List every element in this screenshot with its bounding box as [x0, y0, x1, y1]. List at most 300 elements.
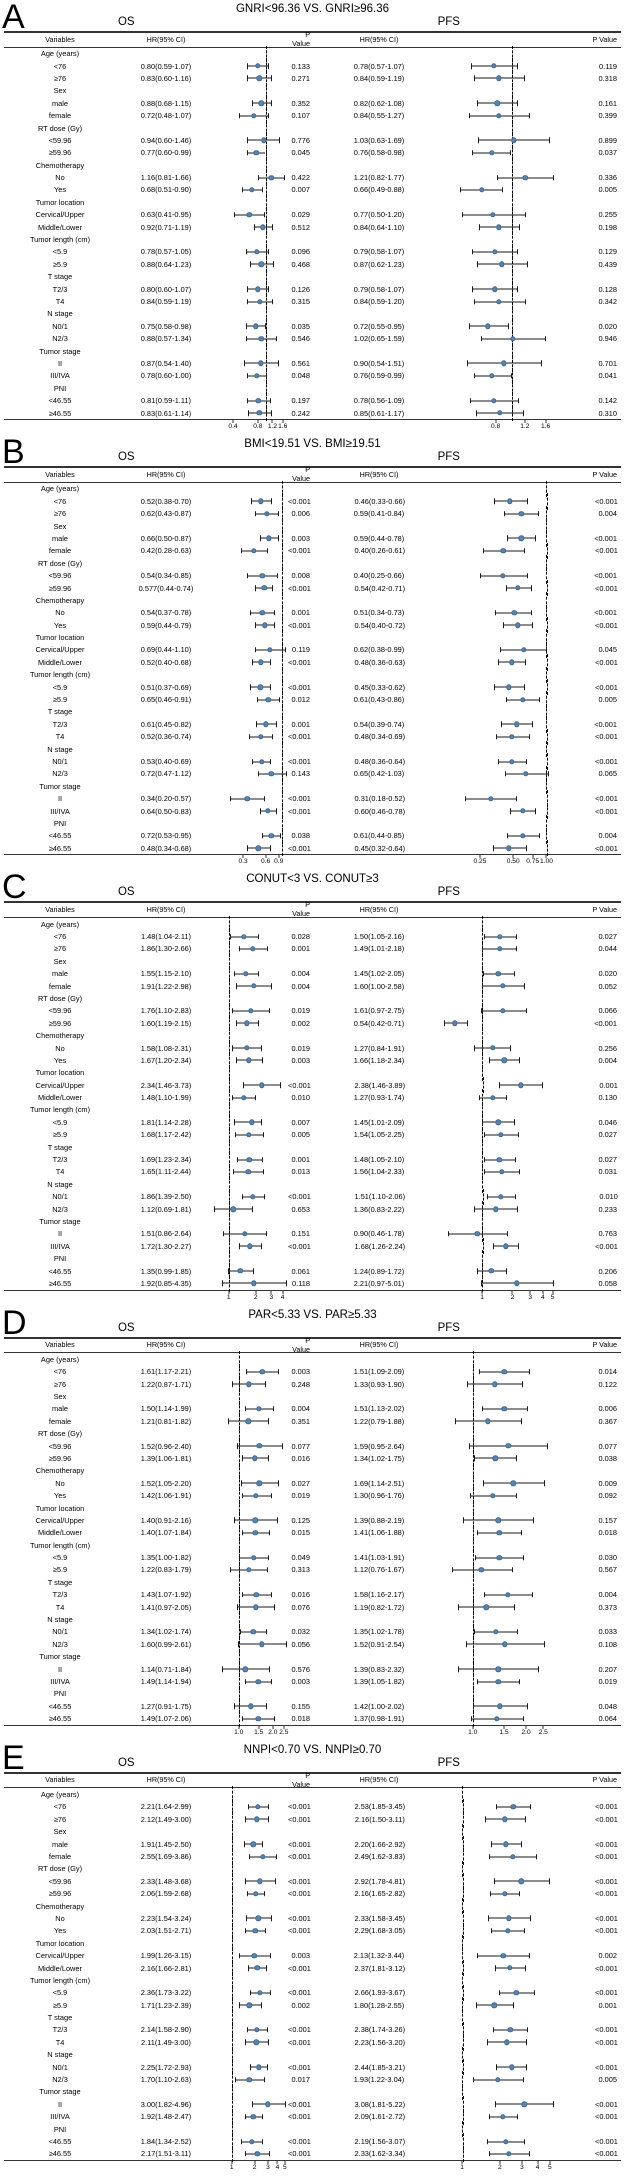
- ci-lower-cap: [474, 1206, 475, 1212]
- hazard-ratio-point: [257, 299, 262, 304]
- ci-lower-cap: [465, 796, 466, 802]
- hazard-ratio-point: [501, 361, 506, 366]
- empty-cell: [216, 1029, 288, 1041]
- ci-lower-cap: [474, 1629, 475, 1635]
- hr-ci-text-pfs: 0.40(0.26-0.61): [323, 546, 437, 555]
- ci-upper-cap: [268, 63, 269, 69]
- variable-level-label: T2/3: [4, 285, 116, 294]
- ci-lower-cap: [245, 1928, 246, 1934]
- ci-upper-cap: [262, 1157, 263, 1163]
- ci-upper-cap: [514, 1120, 515, 1126]
- hr-ci-text-os: 1.51(0.86-2.64): [116, 1229, 216, 1238]
- hr-ci-text-pfs: 0.54(0.39-0.74): [322, 720, 436, 729]
- forest-cell-os: [216, 1626, 288, 1638]
- hr-ci-text-pfs: 0.90(0.46-1.78): [322, 1229, 436, 1238]
- variable-group-label: Tumor location: [4, 1068, 116, 1077]
- p-value-os: <0.001: [288, 1815, 313, 1824]
- variable-level-label: <46.55: [4, 396, 116, 405]
- hazard-ratio-point: [519, 1879, 524, 1884]
- forest-cell-os: [216, 1452, 288, 1464]
- empty-cell: [436, 2049, 556, 2061]
- forest-cell-pfs: [436, 532, 556, 544]
- table-row: [4, 332, 621, 344]
- ci-lower-cap: [504, 511, 505, 517]
- axis-tick-label: 2.5: [279, 1729, 288, 1736]
- forest-row-plot: [437, 2135, 557, 2147]
- ci-upper-cap: [258, 934, 259, 940]
- forest-cell-os: [216, 532, 288, 544]
- forest-cell-os: [216, 681, 288, 693]
- forest-cell-os: [216, 1888, 288, 1900]
- variable-group-row: [4, 1104, 621, 1116]
- p-value-os: <0.001: [288, 1242, 313, 1251]
- forest-row-plot: [436, 1228, 556, 1240]
- empty-cell: [216, 308, 288, 320]
- column-header-p-pfs: P Value: [556, 35, 621, 44]
- table-body: [0, 1353, 625, 1725]
- column-header-p-os: P Value: [288, 900, 312, 918]
- forest-cell-os: [216, 842, 288, 854]
- axis-tick-label: 2: [253, 2164, 257, 2171]
- axis-spacer: [312, 855, 436, 866]
- p-value-pfs: <0.001: [557, 1815, 622, 1824]
- variable-level-label: N0/1: [4, 1627, 116, 1636]
- panel-letter: A: [2, 0, 25, 34]
- forest-cell-os: [216, 209, 288, 221]
- column-header-hr-os: HR(95% CI): [116, 470, 216, 479]
- ci-lower-cap: [471, 1716, 472, 1722]
- hazard-ratio-point: [254, 2027, 259, 2032]
- ci-lower-cap: [510, 808, 511, 814]
- ci-upper-cap: [266, 373, 267, 379]
- forest-row-plot: [436, 295, 556, 307]
- table-body: [0, 483, 625, 855]
- p-value-os: <0.001: [288, 2038, 313, 2047]
- p-value-os: 0.143: [288, 769, 312, 778]
- variable-level-label: N0/1: [4, 757, 116, 766]
- hr-ci-text-pfs: 2.44(1.85-3.21): [323, 2063, 437, 2072]
- hr-ci-text-pfs: 2.21(0.97-5.01): [322, 1279, 436, 1288]
- ci-upper-cap: [530, 1804, 531, 1810]
- ci-upper-cap: [272, 299, 273, 305]
- ci-lower-cap: [483, 971, 484, 977]
- ci-lower-cap: [248, 410, 249, 416]
- hazard-ratio-point: [518, 511, 523, 516]
- forest-row-plot: [436, 569, 556, 581]
- forest-row-plot: [436, 370, 556, 382]
- ci-lower-cap: [246, 336, 247, 342]
- variable-group-row: [4, 1937, 621, 1949]
- hr-ci-text-os: 0.61(0.45-0.82): [116, 720, 216, 729]
- variable-group-row: [4, 345, 621, 357]
- forest-cell-os: [216, 619, 288, 631]
- table-row: [4, 943, 621, 955]
- ci-upper-cap: [262, 2114, 263, 2120]
- hr-ci-text-os: 1.42(1.06-1.91): [116, 1491, 216, 1500]
- hr-ci-text-os: 1.76(1.10-2.83): [116, 1006, 216, 1015]
- hr-ci-text-pfs: 1.69(1.14-2.51): [322, 1479, 436, 1488]
- forest-cell-os: [216, 582, 288, 594]
- hazard-ratio-point: [522, 2102, 527, 2107]
- ci-lower-cap: [247, 573, 248, 579]
- empty-cell: [436, 2086, 556, 2098]
- hazard-ratio-point: [253, 1891, 258, 1896]
- p-value-pfs: 0.044: [556, 944, 621, 953]
- hr-ci-text-pfs: 0.72(0.55-0.95): [322, 322, 436, 331]
- forest-row-plot: [216, 1813, 288, 1825]
- hazard-ratio-point: [497, 1704, 502, 1709]
- ci-upper-cap: [264, 796, 265, 802]
- forest-row-plot: [216, 1440, 288, 1452]
- forest-cell-pfs: [436, 1091, 556, 1103]
- forest-cell-pfs: [436, 1042, 556, 1054]
- forest-row-plot: [216, 1116, 288, 1128]
- ci-lower-cap: [250, 2064, 251, 2070]
- ci-lower-cap: [230, 1567, 231, 1573]
- variable-level-label: II: [4, 2100, 116, 2109]
- table-row: [4, 1514, 621, 1526]
- panel-title: PAR<5.33 VS. PAR≥5.33: [0, 1306, 625, 1321]
- hr-ci-text-pfs: 2.23(1.56-3.20): [323, 2038, 437, 2047]
- forest-row-plot: [436, 171, 556, 183]
- p-value-pfs: 0.037: [556, 148, 621, 157]
- ci-lower-cap: [489, 1058, 490, 1064]
- hazard-ratio-point: [489, 373, 494, 378]
- variable-group-row: [4, 1178, 621, 1190]
- table-row: [4, 792, 621, 804]
- p-value-os: 0.576: [288, 1665, 312, 1674]
- empty-cell: [216, 271, 288, 283]
- forest-row-plot: [216, 246, 288, 258]
- endpoint-label-pfs: PFS: [313, 16, 625, 31]
- hazard-ratio-point: [251, 1555, 256, 1560]
- forest-cell-os: [216, 1551, 288, 1563]
- empty-cell: [436, 122, 556, 134]
- empty-cell: [216, 1465, 288, 1477]
- p-value-pfs: 0.256: [556, 1044, 621, 1053]
- ci-upper-cap: [284, 175, 285, 181]
- forest-row-plot: [436, 968, 556, 980]
- hazard-ratio-point: [255, 286, 260, 291]
- table-row: [4, 1850, 621, 1862]
- variable-group-row: [4, 1390, 621, 1402]
- hr-ci-text-os: 1.91(1.45-2.50): [116, 1840, 216, 1849]
- confidence-interval-line: [234, 1122, 261, 1123]
- p-value-pfs: 0.004: [556, 509, 621, 518]
- hr-ci-text-os: 1.61(1.17-2.21): [116, 1367, 216, 1376]
- hr-ci-text-pfs: 1.56(1.04-2.33): [322, 1167, 436, 1176]
- hazard-ratio-point: [497, 1555, 502, 1560]
- ci-lower-cap: [475, 1555, 476, 1561]
- ci-lower-cap: [247, 373, 248, 379]
- p-value-os: <0.001: [288, 2137, 313, 2146]
- ci-upper-cap: [285, 2102, 286, 2108]
- ci-upper-cap: [538, 511, 539, 517]
- table-row: [4, 656, 621, 668]
- axis-tick-label: 4: [281, 1294, 285, 1301]
- ci-upper-cap: [518, 398, 519, 404]
- table-header-row: [4, 33, 621, 45]
- hr-ci-text-os: 2.36(1.73-3.22): [116, 1988, 216, 1997]
- empty-cell: [216, 706, 288, 718]
- p-value-pfs: 0.064: [556, 1714, 621, 1723]
- axis-tick-label: 4: [276, 2164, 280, 2171]
- forest-row-plot: [436, 1601, 556, 1613]
- forest-cell-os: [216, 171, 288, 183]
- ci-upper-cap: [261, 1120, 262, 1126]
- forest-row-plot: [216, 1875, 288, 1887]
- hazard-ratio-point: [520, 833, 525, 838]
- p-value-os: 0.006: [288, 509, 312, 518]
- p-value-os: 0.653: [288, 1205, 312, 1214]
- variable-level-label: Middle/Lower: [4, 1528, 116, 1537]
- forest-row-plot: [216, 930, 288, 942]
- axis-tick-label: 2: [498, 2164, 502, 2171]
- hazard-ratio-point: [495, 1518, 500, 1523]
- hazard-ratio-point: [250, 1629, 255, 1634]
- ci-lower-cap: [455, 1419, 456, 1425]
- hazard-ratio-point: [246, 1567, 251, 1572]
- forest-row-plot: [216, 1415, 288, 1427]
- p-value-os: <0.001: [288, 732, 313, 741]
- ci-lower-cap: [467, 361, 468, 367]
- ci-lower-cap: [246, 249, 247, 255]
- hr-ci-text-pfs: 1.33(0.93-1.90): [322, 1380, 436, 1389]
- column-header-variables: Variables: [4, 905, 116, 914]
- axis-tick-label: 1: [230, 2164, 234, 2171]
- ci-upper-cap: [541, 361, 542, 367]
- forest-cell-os: [216, 805, 288, 817]
- p-value-os: 0.027: [288, 1479, 312, 1488]
- table-row: [4, 72, 621, 84]
- variable-level-label: II: [4, 359, 116, 368]
- ci-lower-cap: [242, 1716, 243, 1722]
- forest-row-plot: [437, 2024, 557, 2036]
- ci-upper-cap: [264, 2077, 265, 2083]
- axis-os: [216, 1726, 288, 1737]
- variable-level-label: T4: [4, 297, 116, 306]
- hazard-ratio-point: [498, 1194, 503, 1199]
- ci-upper-cap: [267, 1567, 268, 1573]
- p-value-os: <0.001: [288, 2149, 313, 2158]
- empty-cell: [436, 1613, 556, 1625]
- forest-cell-pfs: [437, 1925, 557, 1937]
- table-body: [0, 918, 625, 1290]
- ci-upper-cap: [525, 1817, 526, 1823]
- hazard-ratio-point: [493, 1456, 498, 1461]
- p-value-os: 0.003: [288, 1951, 312, 1960]
- ci-upper-cap: [519, 1891, 520, 1897]
- ci-upper-cap: [521, 1419, 522, 1425]
- axis-tick-label: 0.8: [253, 423, 262, 430]
- ci-lower-cap: [493, 845, 494, 851]
- axis-tick-label: 0.8: [491, 423, 500, 430]
- variable-level-label: N0/1: [4, 1192, 116, 1201]
- ci-lower-cap: [482, 1120, 483, 1126]
- p-value-os: 0.077: [288, 1442, 312, 1451]
- forest-row-plot: [216, 1129, 288, 1141]
- forest-row-plot: [437, 1838, 557, 1850]
- hr-ci-text-pfs: 2.53(1.85-3.45): [323, 1802, 437, 1811]
- p-value-os: 0.776: [288, 136, 312, 145]
- hazard-ratio-point: [259, 1642, 264, 1647]
- forest-row-plot: [216, 532, 288, 544]
- p-value-pfs: <0.001: [556, 534, 621, 543]
- hazard-ratio-point: [243, 971, 248, 976]
- forest-cell-os: [216, 508, 288, 520]
- hazard-ratio-point: [262, 585, 267, 590]
- hr-ci-text-pfs: 1.51(1.13-2.02): [322, 1404, 436, 1413]
- ci-upper-cap: [549, 138, 550, 144]
- p-value-os: 0.038: [288, 831, 312, 840]
- variable-level-label: male: [4, 534, 116, 543]
- variable-level-label: Yes: [4, 1491, 116, 1500]
- ci-lower-cap: [252, 660, 253, 666]
- ci-lower-cap: [247, 63, 248, 69]
- hazard-ratio-point: [506, 2151, 511, 2156]
- axis-tick-label: 0.75: [526, 858, 539, 865]
- p-value-pfs: <0.001: [557, 584, 622, 593]
- hr-ci-text-pfs: 2.13(1.32-3.44): [322, 1951, 436, 1960]
- forest-row-plot: [436, 1999, 556, 2011]
- hr-ci-text-os: 1.55(1.15-2.10): [116, 969, 216, 978]
- table-row: [4, 582, 621, 594]
- hr-ci-text-os: 0.77(0.60-0.99): [116, 148, 216, 157]
- variable-group-label: Tumor location: [4, 1504, 116, 1513]
- empty-cell: [436, 1029, 556, 1041]
- forest-cell-pfs: [437, 545, 557, 557]
- variable-group-label: Tumor stage: [4, 1652, 116, 1661]
- variable-group-label: Tumor length (cm): [4, 1105, 116, 1114]
- table-row: [4, 1166, 621, 1178]
- forest-cell-os: [216, 2148, 288, 2160]
- forest-row-plot: [436, 1514, 556, 1526]
- hr-ci-text-os: 2.11(1.49-3.00): [116, 2038, 216, 2047]
- empty-cell: [216, 1067, 288, 1079]
- hazard-ratio-point: [509, 2064, 514, 2069]
- hr-ci-text-os: 1.34(1.02-1.74): [116, 1627, 216, 1636]
- hr-ci-text-pfs: 1.27(0.93-1.74): [322, 1093, 436, 1102]
- empty-cell: [216, 345, 288, 357]
- axis-tick-label: 0.4: [228, 423, 237, 430]
- hazard-ratio-point: [259, 262, 264, 267]
- table-row: [4, 2111, 621, 2123]
- variable-level-label: ≥46.55: [4, 1279, 116, 1288]
- axis-spacer: [288, 1291, 312, 1302]
- ci-upper-cap: [518, 1244, 519, 1250]
- forest-cell-pfs: [436, 72, 556, 84]
- hazard-ratio-point: [502, 1406, 507, 1411]
- p-value-os: 0.049: [288, 1553, 312, 1562]
- hazard-ratio-point: [492, 286, 497, 291]
- forest-cell-pfs: [436, 1203, 556, 1215]
- ci-upper-cap: [526, 1008, 527, 1014]
- hr-ci-text-pfs: 1.54(1.05-2.25): [322, 1130, 436, 1139]
- variable-level-label: <5.9: [4, 1988, 116, 1997]
- forest-cell-os: [216, 2111, 288, 2123]
- p-value-pfs: 0.336: [556, 173, 621, 182]
- p-value-pfs: <0.001: [557, 844, 622, 853]
- ci-lower-cap: [463, 1518, 464, 1524]
- ci-lower-cap: [498, 759, 499, 765]
- ci-upper-cap: [272, 734, 273, 740]
- ci-lower-cap: [495, 1965, 496, 1971]
- hr-ci-text-pfs: 1.19(0.82-1.72): [322, 1603, 436, 1612]
- p-value-pfs: <0.001: [557, 2025, 622, 2034]
- ci-lower-cap: [246, 1369, 247, 1375]
- empty-cell: [436, 2123, 556, 2135]
- ci-upper-cap: [531, 610, 532, 616]
- ci-lower-cap: [491, 1841, 492, 1847]
- variable-group-label: Age (years): [4, 49, 116, 58]
- ci-lower-cap: [258, 175, 259, 181]
- empty-cell: [436, 1502, 556, 1514]
- variable-group-row: [4, 918, 621, 930]
- table-row: [4, 1277, 621, 1289]
- ci-lower-cap: [476, 2002, 477, 2008]
- hr-ci-text-pfs: 0.48(0.36-0.64): [323, 757, 437, 766]
- p-value-os: <0.001: [288, 621, 313, 630]
- forest-row-plot: [216, 1712, 288, 1724]
- axis-tick-label: 4: [536, 2164, 540, 2171]
- ci-lower-cap: [228, 1419, 229, 1425]
- variable-group-row: [4, 1502, 621, 1514]
- ci-lower-cap: [249, 1854, 250, 1860]
- variable-group-row: [4, 48, 621, 60]
- hr-ci-text-os: 1.71(1.23-2.39): [116, 2001, 216, 2010]
- variable-level-label: Middle/Lower: [4, 658, 116, 667]
- empty-cell: [216, 631, 288, 643]
- table-row: [4, 1403, 621, 1415]
- hr-ci-text-pfs: 0.61(0.43-0.86): [322, 695, 436, 704]
- table-row: [4, 246, 621, 258]
- variable-level-label: <76: [4, 497, 116, 506]
- forest-row-plot: [216, 332, 288, 344]
- hr-ci-text-pfs: 1.60(1.00-2.58): [322, 982, 436, 991]
- ci-upper-cap: [278, 361, 279, 367]
- hr-ci-text-os: 0.52(0.36-0.74): [116, 732, 216, 741]
- axis-row: [4, 855, 621, 866]
- p-value-os: 0.015: [288, 1528, 312, 1537]
- hazard-ratio-point: [259, 336, 264, 341]
- ci-upper-cap: [273, 262, 274, 268]
- forest-row-plot: [216, 1801, 288, 1813]
- forest-row-plot: [436, 60, 556, 72]
- variable-group-label: Age (years): [4, 1790, 116, 1799]
- panel-e: [0, 1741, 625, 2176]
- forest-cell-pfs: [436, 1949, 556, 1961]
- empty-cell: [216, 955, 288, 967]
- hazard-ratio-point: [511, 138, 516, 143]
- hr-ci-text-os: 0.80(0.60-1.07): [116, 285, 216, 294]
- ci-lower-cap: [256, 722, 257, 728]
- axis-spacer: [4, 1291, 216, 1302]
- forest-cell-os: [216, 1477, 288, 1489]
- hazard-ratio-point: [244, 796, 249, 801]
- empty-cell: [216, 1390, 288, 1402]
- variable-level-label: III/IVA: [4, 1677, 116, 1686]
- ci-lower-cap: [505, 771, 506, 777]
- ci-upper-cap: [515, 1194, 516, 1200]
- ci-upper-cap: [282, 1443, 283, 1449]
- column-header-hr-os: HR(95% CI): [116, 35, 216, 44]
- variable-group-row: [4, 1539, 621, 1551]
- table-row: [4, 1527, 621, 1539]
- variable-level-label: female: [4, 982, 116, 991]
- table-row: [4, 1700, 621, 1712]
- forest-cell-pfs: [436, 97, 556, 109]
- forest-row-plot: [216, 320, 288, 332]
